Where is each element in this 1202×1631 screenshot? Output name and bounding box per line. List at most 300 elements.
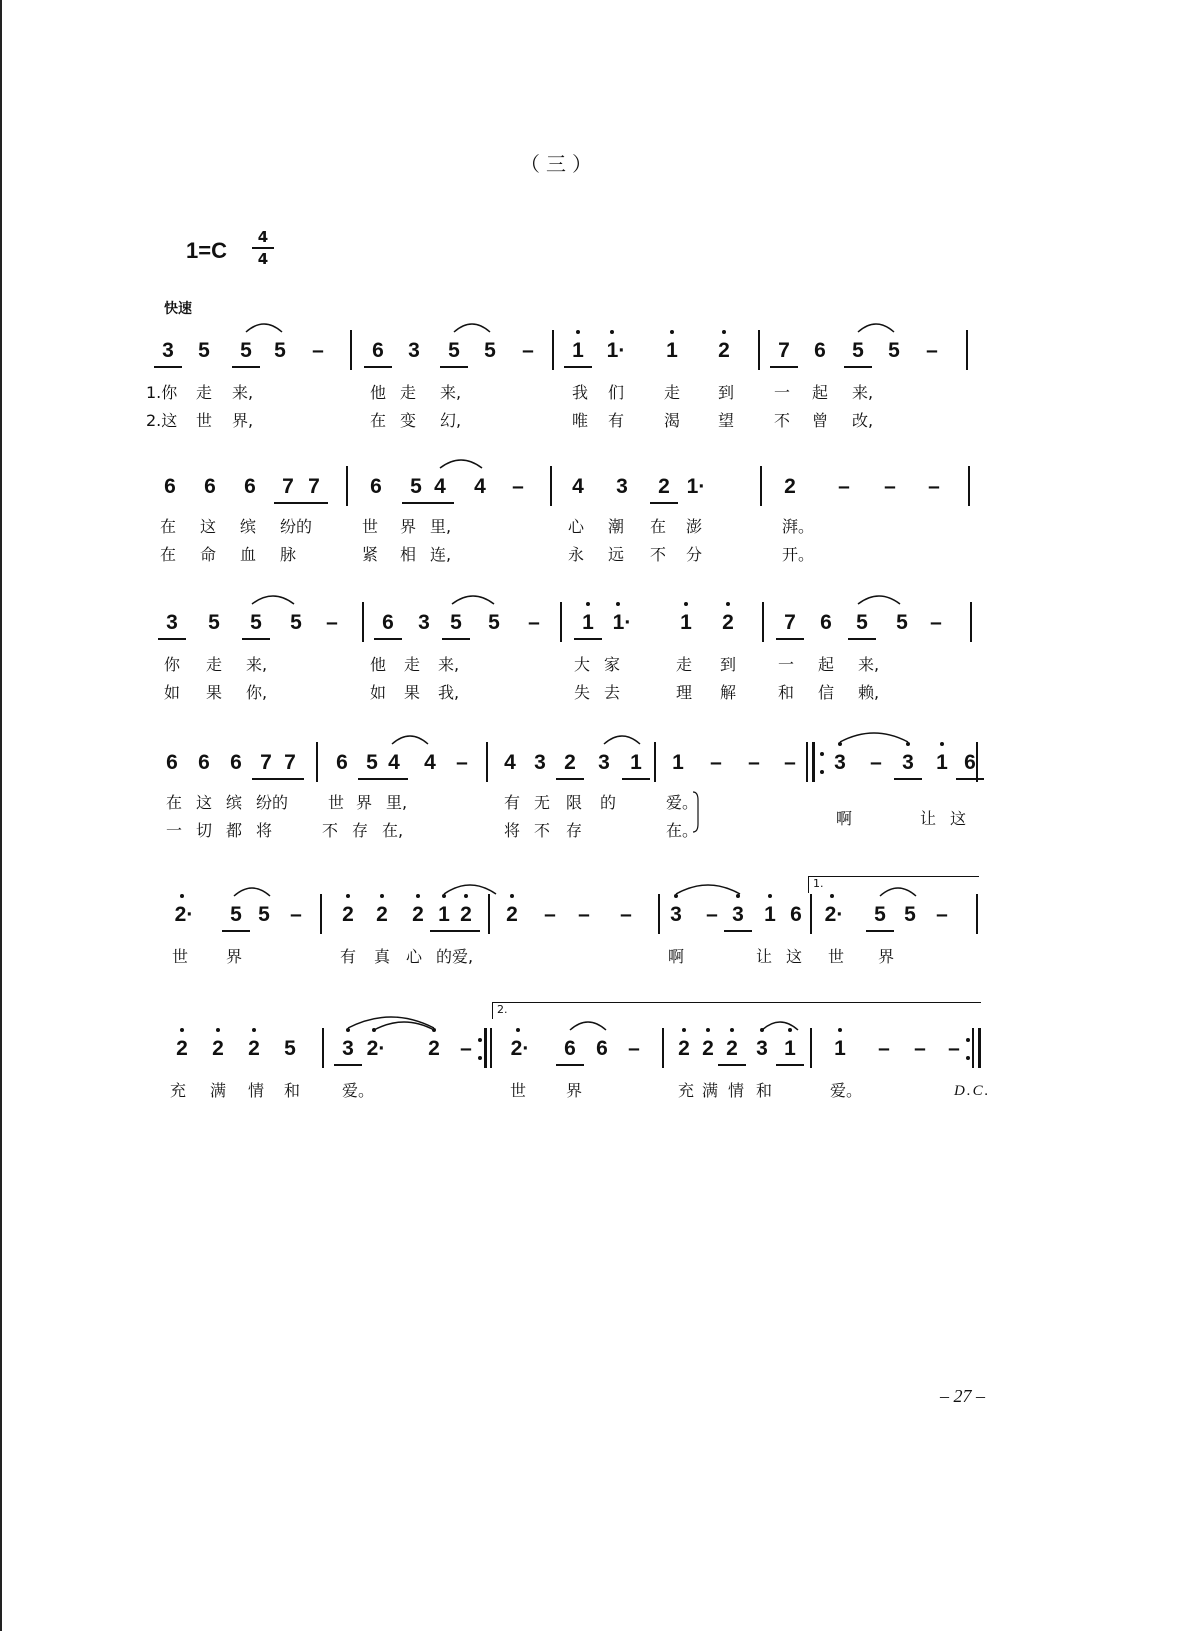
lyric: 走 bbox=[676, 655, 693, 674]
note: 3 bbox=[334, 1034, 362, 1066]
note: 2· bbox=[510, 1037, 530, 1060]
dash: – bbox=[456, 751, 468, 774]
lyric: 世 bbox=[172, 947, 189, 966]
lyric: 走 bbox=[404, 655, 421, 674]
note: 2· bbox=[824, 903, 844, 926]
lyric: 限 bbox=[566, 793, 583, 812]
score-line-1 bbox=[150, 336, 1010, 382]
note: 5 bbox=[358, 748, 386, 780]
slur bbox=[450, 592, 496, 606]
note: 5 bbox=[904, 903, 916, 926]
note: 3 bbox=[598, 751, 610, 774]
barline bbox=[320, 894, 322, 934]
lyric: 无 bbox=[534, 793, 551, 812]
lyric: 果 bbox=[206, 683, 223, 702]
barline bbox=[806, 742, 808, 782]
note: 5 bbox=[442, 608, 470, 640]
slur bbox=[390, 732, 430, 746]
note: 5 bbox=[888, 339, 900, 362]
lyric: 到 bbox=[720, 655, 737, 674]
slur bbox=[674, 880, 742, 896]
high-dot bbox=[830, 894, 834, 898]
lyric: 你 bbox=[164, 655, 181, 674]
lyric: 纷的 bbox=[256, 793, 289, 812]
note: 5 bbox=[274, 339, 286, 362]
note: 5 bbox=[222, 900, 250, 932]
note: 2 bbox=[678, 1037, 690, 1060]
note: 2 bbox=[452, 900, 480, 932]
note: 6 bbox=[204, 475, 216, 498]
note: 5 bbox=[198, 339, 210, 362]
lyric: 远 bbox=[608, 545, 625, 564]
note: 3 bbox=[408, 339, 420, 362]
lyric: 们 bbox=[608, 383, 625, 402]
lyric: 走 bbox=[196, 383, 213, 402]
dash: – bbox=[914, 1037, 926, 1060]
lyric: 爱。 bbox=[666, 793, 699, 812]
note: 5 bbox=[242, 608, 270, 640]
high-dot bbox=[682, 1028, 686, 1032]
note: 6 bbox=[364, 336, 392, 368]
slur bbox=[438, 456, 484, 470]
barline bbox=[760, 466, 762, 506]
lyric: 切 bbox=[196, 821, 213, 840]
note: 1 bbox=[764, 903, 776, 926]
lyric: 的 bbox=[600, 793, 617, 812]
barline bbox=[486, 742, 488, 782]
lyric: 世 bbox=[328, 793, 345, 812]
note: 5 bbox=[488, 611, 500, 634]
note: 4 bbox=[424, 751, 436, 774]
note: 6 bbox=[198, 751, 210, 774]
slur bbox=[878, 884, 918, 898]
lyric: 让 bbox=[756, 947, 773, 966]
repeat-dot bbox=[820, 752, 824, 756]
note: 5 bbox=[284, 1037, 296, 1060]
note: 7 bbox=[776, 608, 804, 640]
lyric: 改, bbox=[852, 411, 874, 430]
lyric: 如 bbox=[370, 683, 387, 702]
high-dot bbox=[730, 1028, 734, 1032]
lyric: 我, bbox=[438, 683, 460, 702]
note: 6 bbox=[230, 751, 242, 774]
note: 1 bbox=[680, 611, 692, 634]
lyric: 血 bbox=[240, 545, 257, 564]
dash: – bbox=[878, 1037, 890, 1060]
note: 2· bbox=[174, 903, 194, 926]
note: 3 bbox=[418, 611, 430, 634]
repeat-dot bbox=[478, 1056, 482, 1060]
lyric: 来, bbox=[852, 383, 874, 402]
lyric: 和 bbox=[778, 683, 795, 702]
lyric: 开。 bbox=[782, 545, 815, 564]
dash: – bbox=[948, 1037, 960, 1060]
lyric: 在 bbox=[370, 411, 387, 430]
lyric: 里, bbox=[386, 793, 408, 812]
lyric: 缤 bbox=[240, 517, 257, 536]
high-dot bbox=[670, 330, 674, 334]
note: 6 bbox=[166, 751, 178, 774]
slur bbox=[232, 884, 272, 898]
lyric: 走 bbox=[400, 383, 417, 402]
note: 3 bbox=[154, 336, 182, 368]
slur bbox=[760, 1018, 800, 1032]
lyric: 连, bbox=[430, 545, 452, 564]
note: 2 bbox=[428, 1037, 440, 1060]
lyric: 有 bbox=[608, 411, 625, 430]
lyric: 解 bbox=[720, 683, 737, 702]
lyric: 这 bbox=[950, 809, 967, 828]
note: 2 bbox=[376, 903, 388, 926]
barline bbox=[316, 742, 318, 782]
note: 5 bbox=[896, 611, 908, 634]
note: 7 bbox=[300, 472, 328, 504]
note: 2 bbox=[248, 1037, 260, 1060]
dash: – bbox=[784, 751, 796, 774]
slur bbox=[838, 728, 910, 744]
lyric: 果 bbox=[404, 683, 421, 702]
lyric: 的爱, bbox=[436, 947, 474, 966]
lyric: 这 bbox=[196, 793, 213, 812]
note: 1 bbox=[776, 1034, 804, 1066]
lyric: 和 bbox=[284, 1081, 301, 1100]
note: 7 bbox=[770, 336, 798, 368]
lyric: 满 bbox=[702, 1081, 719, 1100]
lyric: 世 bbox=[196, 411, 213, 430]
song-title: （三） bbox=[520, 152, 598, 176]
lyric: 紧 bbox=[362, 545, 379, 564]
note: 1 bbox=[834, 1037, 846, 1060]
note: 3 bbox=[724, 900, 752, 932]
note: 3 bbox=[534, 751, 546, 774]
lyric: 相 bbox=[400, 545, 417, 564]
high-dot bbox=[380, 894, 384, 898]
barline bbox=[976, 894, 978, 934]
note: 2 bbox=[722, 611, 734, 634]
repeat-end-barline bbox=[484, 1028, 487, 1068]
lyric: 不 bbox=[322, 821, 339, 840]
note: 3 bbox=[894, 748, 922, 780]
lyric: 不 bbox=[534, 821, 551, 840]
lyric: 界 bbox=[356, 793, 373, 812]
high-dot bbox=[576, 330, 580, 334]
note: 5 bbox=[866, 900, 894, 932]
dash: – bbox=[936, 903, 948, 926]
lyric: 澎 bbox=[686, 517, 703, 536]
lyric: 走 bbox=[206, 655, 223, 674]
lyric: 将 bbox=[256, 821, 273, 840]
lyric: 在 bbox=[160, 545, 177, 564]
lyric: 心 bbox=[568, 517, 585, 536]
lyric: 起 bbox=[812, 383, 829, 402]
barline bbox=[322, 1028, 324, 1068]
lyric: 起 bbox=[818, 655, 835, 674]
high-dot bbox=[346, 894, 350, 898]
note: 4 bbox=[504, 751, 516, 774]
note: 5 bbox=[232, 336, 260, 368]
lyric: 赖, bbox=[858, 683, 880, 702]
lyric: 这 bbox=[200, 517, 217, 536]
note: 2 bbox=[506, 903, 518, 926]
lyric: 他 bbox=[370, 655, 387, 674]
lyric: 失 bbox=[574, 683, 591, 702]
lyric: 界 bbox=[878, 947, 895, 966]
note: 1 bbox=[564, 336, 592, 368]
lyric: 来, bbox=[440, 383, 462, 402]
high-dot bbox=[180, 1028, 184, 1032]
lyric: 满 bbox=[210, 1081, 227, 1100]
lyric: 里, bbox=[430, 517, 452, 536]
slur bbox=[442, 880, 498, 896]
note: 1 bbox=[574, 608, 602, 640]
note: 1 bbox=[622, 748, 650, 780]
barline bbox=[970, 602, 972, 642]
lyric: 在。 bbox=[666, 821, 699, 840]
note: 7 bbox=[252, 748, 280, 780]
lyric: 我 bbox=[572, 383, 589, 402]
note: 2 bbox=[784, 475, 796, 498]
barline bbox=[350, 330, 352, 370]
note: 2 bbox=[650, 472, 678, 504]
lyric: 啊 bbox=[836, 809, 853, 828]
slur bbox=[244, 320, 284, 334]
time-signature-bottom: 4 bbox=[257, 250, 269, 268]
note: 4 bbox=[572, 475, 584, 498]
note: 6 bbox=[370, 475, 382, 498]
barline bbox=[346, 466, 348, 506]
lyric: 存 bbox=[352, 821, 369, 840]
lyric: 命 bbox=[200, 545, 217, 564]
note: 6 bbox=[336, 751, 348, 774]
repeat-end-barline bbox=[978, 1028, 981, 1068]
high-dot bbox=[722, 330, 726, 334]
score-line-6 bbox=[150, 1034, 1010, 1080]
note: 3 bbox=[616, 475, 628, 498]
high-dot bbox=[610, 330, 614, 334]
repeat-dot bbox=[820, 770, 824, 774]
dash: – bbox=[512, 475, 524, 498]
high-dot bbox=[684, 602, 688, 606]
lyric: 到 bbox=[718, 383, 735, 402]
lyric: 永 bbox=[568, 545, 585, 564]
slur bbox=[568, 1018, 608, 1032]
note: 2 bbox=[212, 1037, 224, 1060]
score-line-5 bbox=[150, 900, 1010, 946]
note: 2 bbox=[176, 1037, 188, 1060]
lyric: 爱。 bbox=[830, 1081, 863, 1100]
high-dot bbox=[510, 894, 514, 898]
lyric: 在, bbox=[382, 821, 404, 840]
time-signature-top: 4 bbox=[257, 228, 269, 246]
lyric: 一 bbox=[166, 821, 183, 840]
note: 1 bbox=[430, 900, 458, 932]
lyric: 充 bbox=[678, 1081, 695, 1100]
note: 4 bbox=[426, 472, 454, 504]
note: 5 bbox=[208, 611, 220, 634]
dash: – bbox=[312, 339, 324, 362]
lyric: 世 bbox=[362, 517, 379, 536]
barline bbox=[362, 602, 364, 642]
dash: – bbox=[326, 611, 338, 634]
dash: – bbox=[838, 475, 850, 498]
high-dot bbox=[616, 602, 620, 606]
high-dot bbox=[726, 602, 730, 606]
lyric: 大 bbox=[574, 655, 591, 674]
barline bbox=[662, 1028, 664, 1068]
barline bbox=[762, 602, 764, 642]
time-signature-line bbox=[252, 247, 274, 249]
note: 2· bbox=[366, 1037, 386, 1060]
note: 3 bbox=[158, 608, 186, 640]
high-dot bbox=[768, 894, 772, 898]
note: 3 bbox=[834, 751, 846, 774]
lyric: 去 bbox=[604, 683, 621, 702]
slur bbox=[856, 320, 896, 334]
barline bbox=[490, 1028, 492, 1068]
lyric: 渴 bbox=[664, 411, 681, 430]
repeat-dot bbox=[966, 1056, 970, 1060]
lyric: 脉 bbox=[280, 545, 297, 564]
dash: – bbox=[290, 903, 302, 926]
repeat-dot bbox=[966, 1038, 970, 1042]
lyric: 来, bbox=[246, 655, 268, 674]
dash: – bbox=[578, 903, 590, 926]
barline bbox=[488, 894, 490, 934]
dash: – bbox=[628, 1037, 640, 1060]
lyric: 充 bbox=[170, 1081, 187, 1100]
note: 1 bbox=[672, 751, 684, 774]
lyric: 界, bbox=[232, 411, 254, 430]
da-capo-marking: D.C. bbox=[954, 1083, 991, 1099]
barline bbox=[810, 894, 812, 934]
note: 5 bbox=[402, 472, 430, 504]
note: 1· bbox=[612, 611, 632, 634]
page-number: – 27 – bbox=[940, 1386, 985, 1406]
lyric: 湃。 bbox=[782, 517, 815, 536]
volta-first: 1. bbox=[808, 876, 979, 893]
note: 1· bbox=[606, 339, 626, 362]
lyric: 将 bbox=[504, 821, 521, 840]
lyric: 界 bbox=[566, 1081, 583, 1100]
lyric: 在 bbox=[650, 517, 667, 536]
barline bbox=[966, 330, 968, 370]
slur bbox=[250, 592, 296, 606]
lyric: 让 bbox=[920, 809, 937, 828]
lyric: 他 bbox=[370, 383, 387, 402]
page-edge bbox=[0, 0, 2, 1631]
slur bbox=[856, 592, 902, 606]
dash: – bbox=[620, 903, 632, 926]
lyric: 在 bbox=[166, 793, 183, 812]
lyric: 不 bbox=[774, 411, 791, 430]
lyric: 潮 bbox=[608, 517, 625, 536]
note: 1 bbox=[666, 339, 678, 362]
note: 5 bbox=[844, 336, 872, 368]
lyric: 理 bbox=[676, 683, 693, 702]
lyric: 2.这 bbox=[146, 411, 178, 430]
barline bbox=[810, 1028, 812, 1068]
note: 6 bbox=[820, 611, 832, 634]
lyric: 和 bbox=[756, 1081, 773, 1100]
lyric: 缤 bbox=[226, 793, 243, 812]
slur bbox=[602, 732, 642, 746]
lyric: 世 bbox=[828, 947, 845, 966]
key-signature: 1=C bbox=[186, 238, 227, 263]
barline bbox=[968, 466, 970, 506]
lyric: 真 bbox=[374, 947, 391, 966]
barline bbox=[560, 602, 562, 642]
dash: – bbox=[926, 339, 938, 362]
high-dot bbox=[586, 602, 590, 606]
high-dot bbox=[940, 742, 944, 746]
score-line-3 bbox=[150, 608, 1010, 654]
dash: – bbox=[870, 751, 882, 774]
high-dot bbox=[252, 1028, 256, 1032]
lyric: 你, bbox=[246, 683, 268, 702]
slur bbox=[372, 1018, 436, 1032]
lyric: 曾 bbox=[812, 411, 829, 430]
score-line-4 bbox=[150, 748, 1010, 794]
dash: – bbox=[930, 611, 942, 634]
note: 5 bbox=[440, 336, 468, 368]
lyric: 家 bbox=[604, 655, 621, 674]
lyric: 界 bbox=[226, 947, 243, 966]
barline bbox=[976, 742, 978, 782]
note: 6 bbox=[556, 1034, 584, 1066]
note: 3 bbox=[670, 903, 682, 926]
lyric: 信 bbox=[818, 683, 835, 702]
dash: – bbox=[928, 475, 940, 498]
dash: – bbox=[460, 1037, 472, 1060]
note: 1 bbox=[936, 751, 948, 774]
note: 5 bbox=[848, 608, 876, 640]
note: 5 bbox=[290, 611, 302, 634]
lyric: 都 bbox=[226, 821, 243, 840]
barline bbox=[658, 894, 660, 934]
lyric: 来, bbox=[438, 655, 460, 674]
lyric: 有 bbox=[340, 947, 357, 966]
lyric: 界 bbox=[400, 517, 417, 536]
lyric: 走 bbox=[664, 383, 681, 402]
lyric: 心 bbox=[406, 947, 423, 966]
note: 5 bbox=[258, 903, 270, 926]
tempo-marking: 快速 bbox=[164, 301, 192, 317]
high-dot bbox=[516, 1028, 520, 1032]
barline bbox=[758, 330, 760, 370]
note: 6 bbox=[244, 475, 256, 498]
lyric: 如 bbox=[164, 683, 181, 702]
lyric: 1.你 bbox=[146, 383, 178, 402]
lyric: 有 bbox=[504, 793, 521, 812]
note: 6 bbox=[596, 1037, 608, 1060]
barline bbox=[972, 1028, 974, 1068]
note: 2 bbox=[412, 903, 424, 926]
lyric: 不 bbox=[650, 545, 667, 564]
note: 2 bbox=[718, 1034, 746, 1066]
dash: – bbox=[748, 751, 760, 774]
lyric: 这 bbox=[786, 947, 803, 966]
lyric: 存 bbox=[566, 821, 583, 840]
lyric: 幻, bbox=[440, 411, 462, 430]
note: 3 bbox=[756, 1037, 768, 1060]
note: 2 bbox=[556, 748, 584, 780]
dash: – bbox=[544, 903, 556, 926]
lyric: 望 bbox=[718, 411, 735, 430]
bracket bbox=[692, 790, 700, 834]
lyric: 在 bbox=[160, 517, 177, 536]
score-line-2 bbox=[150, 472, 1010, 518]
note: 5 bbox=[484, 339, 496, 362]
